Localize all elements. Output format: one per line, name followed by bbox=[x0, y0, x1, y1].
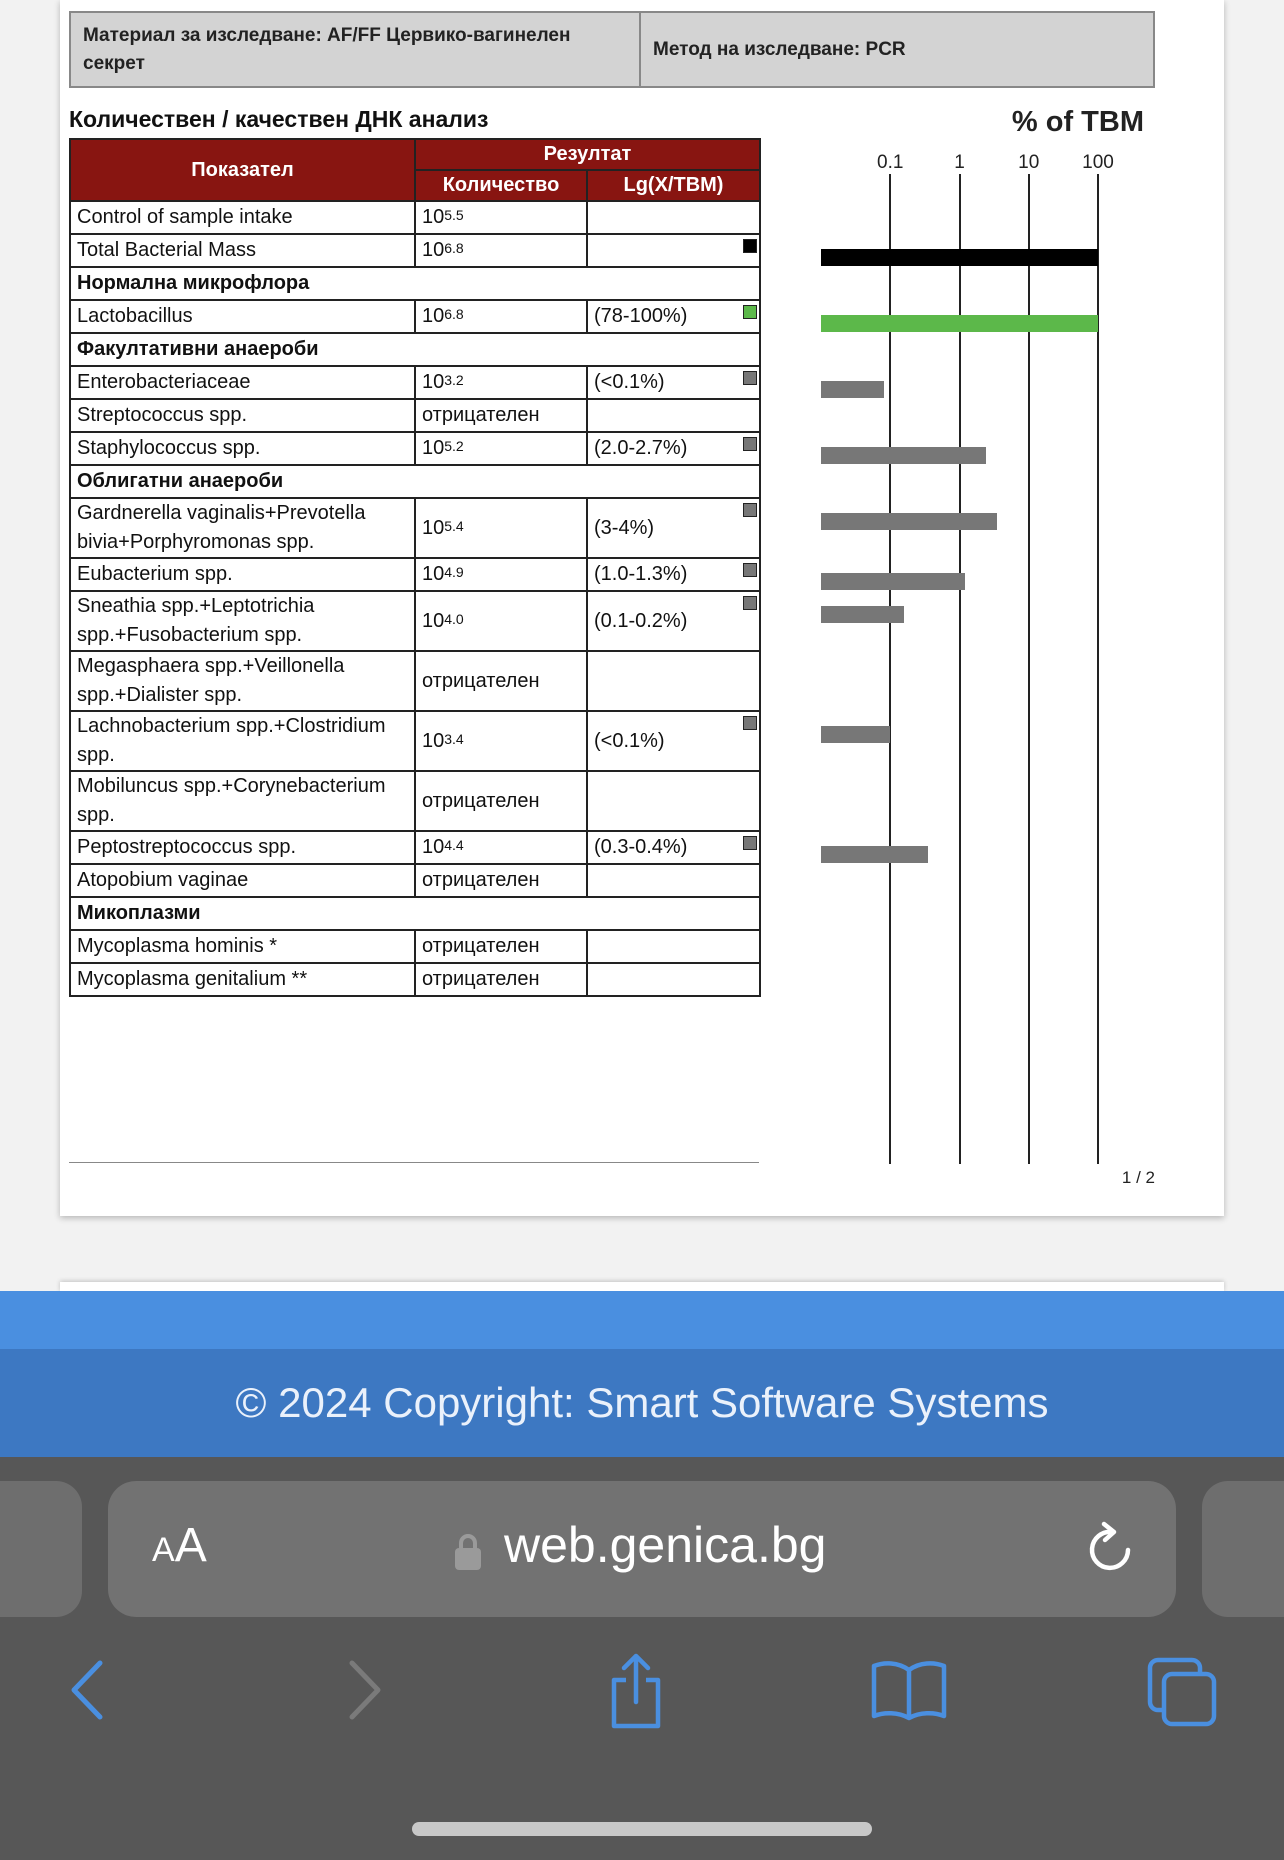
quantity-value bbox=[415, 234, 587, 267]
home-indicator[interactable] bbox=[412, 1822, 872, 1836]
quantity-base: 10 bbox=[422, 836, 445, 858]
table-row bbox=[70, 711, 760, 771]
quantity-value bbox=[415, 831, 587, 864]
lg-value bbox=[587, 711, 760, 771]
quantity-exponent: 4.4 bbox=[444, 837, 464, 853]
chart-bar bbox=[821, 513, 997, 530]
legend-marker bbox=[743, 437, 757, 451]
lg-value bbox=[587, 591, 760, 651]
table-row bbox=[70, 864, 760, 897]
header-indicator: Показател bbox=[70, 139, 415, 201]
tabs-icon[interactable] bbox=[1146, 1656, 1218, 1728]
quantity-exponent: 6.8 bbox=[444, 306, 464, 322]
legend-marker bbox=[743, 371, 757, 385]
page-number: 1 / 2 bbox=[1121, 1168, 1155, 1187]
section-heading: Факултативни анаероби bbox=[70, 333, 760, 366]
lg-value bbox=[587, 234, 760, 267]
lg-value bbox=[587, 366, 760, 399]
back-icon[interactable] bbox=[64, 1655, 112, 1725]
quantity-base: 10 bbox=[422, 516, 445, 539]
quantity-exponent: 5.2 bbox=[444, 438, 464, 454]
percent-range: (2.0-2.7%) bbox=[594, 437, 688, 459]
percent-range: (<0.1%) bbox=[594, 729, 665, 752]
quantity-value bbox=[415, 432, 587, 465]
percent-range: (3-4%) bbox=[594, 516, 655, 539]
table-row bbox=[70, 300, 760, 333]
table-row bbox=[70, 558, 760, 591]
chart-bar bbox=[821, 381, 884, 398]
lg-value bbox=[587, 300, 760, 333]
copyright-footer: © 2024 Copyright: Smart Software Systems bbox=[0, 1349, 1284, 1457]
lg-value bbox=[587, 498, 760, 558]
quantity-value bbox=[415, 201, 587, 234]
quantity-base: 10 bbox=[422, 563, 445, 585]
lg-value bbox=[587, 432, 760, 465]
table-row bbox=[70, 831, 760, 864]
url-text[interactable]: web.genica.bg bbox=[504, 1517, 827, 1573]
lg-value bbox=[587, 651, 760, 711]
section-heading: Облигатни анаероби bbox=[70, 465, 760, 498]
legend-marker bbox=[743, 596, 757, 610]
bookmarks-icon[interactable] bbox=[870, 1658, 948, 1722]
section-row bbox=[70, 465, 760, 498]
table-row bbox=[70, 498, 760, 558]
indicator-name: Mycoplasma hominis * bbox=[70, 930, 415, 963]
indicator-name: Atopobium vaginae bbox=[70, 864, 415, 897]
percent-range: (78-100%) bbox=[594, 305, 688, 327]
quantity-exponent: 3.4 bbox=[444, 730, 464, 747]
page-footer-line bbox=[69, 1162, 759, 1163]
quantity-value bbox=[415, 300, 587, 333]
legend-marker bbox=[743, 716, 757, 730]
table-row bbox=[70, 651, 760, 711]
lg-value bbox=[587, 399, 760, 432]
quantity-value: отрицателен bbox=[415, 771, 587, 831]
section-row bbox=[70, 897, 760, 930]
indicator-name: Mobiluncus spp.+Corynebacterium spp. bbox=[70, 771, 415, 831]
tick-label: 1 bbox=[954, 152, 965, 173]
quantity-exponent: 3.2 bbox=[444, 372, 464, 388]
footer-accent-bar bbox=[0, 1291, 1284, 1349]
method-label: Метод на изследване: PCR bbox=[653, 38, 906, 60]
section-heading: Микоплазми bbox=[70, 897, 760, 930]
percent-range: (0.3-0.4%) bbox=[594, 836, 688, 858]
indicator-name: Enterobacteriaceae bbox=[70, 366, 415, 399]
lg-value bbox=[587, 831, 760, 864]
header-lg: Lg(X/TBM) bbox=[587, 170, 760, 201]
percent-range: (1.0-1.3%) bbox=[594, 563, 688, 585]
indicator-name: Staphylococcus spp. bbox=[70, 432, 415, 465]
quantity-base: 10 bbox=[422, 239, 445, 261]
aa-large-letter: A bbox=[174, 1519, 207, 1572]
reader-settings-button[interactable] bbox=[152, 1518, 207, 1573]
quantity-value bbox=[415, 498, 587, 558]
chart-title: % of TBM bbox=[1011, 106, 1144, 138]
quantity-value: отрицателен bbox=[415, 651, 587, 711]
section-row bbox=[70, 267, 760, 300]
table-row bbox=[70, 771, 760, 831]
quantity-value: отрицателен bbox=[415, 399, 587, 432]
quantity-value bbox=[415, 711, 587, 771]
table-row bbox=[70, 591, 760, 651]
table-row bbox=[70, 234, 760, 267]
quantity-base: 10 bbox=[422, 371, 445, 393]
legend-marker bbox=[743, 563, 757, 577]
indicator-name: Sneathia spp.+Leptotrichia spp.+Fusobacterium spp. bbox=[70, 591, 415, 651]
legend-marker bbox=[743, 305, 757, 319]
indicator-name: Streptococcus spp. bbox=[70, 399, 415, 432]
lg-value bbox=[587, 963, 760, 996]
quantity-exponent: 5.4 bbox=[444, 517, 464, 534]
lg-value bbox=[587, 930, 760, 963]
section-title: Количествен / качествен ДНК анализ bbox=[69, 106, 489, 132]
table-row bbox=[70, 201, 760, 234]
quantity-value bbox=[415, 591, 587, 651]
chart-bar bbox=[821, 315, 1098, 332]
quantity-base: 10 bbox=[422, 729, 445, 752]
chart-bar bbox=[821, 249, 1098, 266]
quantity-value bbox=[415, 366, 587, 399]
chart-bar bbox=[821, 846, 928, 863]
table-row bbox=[70, 432, 760, 465]
previous-tab-pill[interactable] bbox=[0, 1481, 82, 1617]
quantity-base: 10 bbox=[422, 206, 445, 228]
section-row bbox=[70, 333, 760, 366]
tick-label: 10 bbox=[1018, 152, 1040, 173]
header-result: Резултат bbox=[415, 139, 760, 170]
table-row bbox=[70, 399, 760, 432]
tick-label: 100 bbox=[1082, 152, 1114, 173]
indicator-name: Control of sample intake bbox=[70, 201, 415, 234]
lock-icon bbox=[454, 1532, 482, 1572]
chart-bar bbox=[821, 726, 890, 743]
quantity-value: отрицателен bbox=[415, 963, 587, 996]
quantity-base: 10 bbox=[422, 437, 445, 459]
quantity-value: отрицателен bbox=[415, 864, 587, 897]
table-row bbox=[70, 930, 760, 963]
quantity-base: 10 bbox=[422, 305, 445, 327]
indicator-name: Eubacterium spp. bbox=[70, 558, 415, 591]
aa-small-letter: A bbox=[152, 1531, 175, 1569]
percent-range: (0.1-0.2%) bbox=[594, 609, 688, 632]
next-tab-pill[interactable] bbox=[1202, 1481, 1284, 1617]
results-table bbox=[69, 138, 761, 997]
lg-value bbox=[587, 771, 760, 831]
quantity-value bbox=[415, 558, 587, 591]
percent-range: (<0.1%) bbox=[594, 371, 665, 393]
material-label: Материал за изследване: AF/FF Цервико-вагинелен секрет bbox=[71, 13, 641, 86]
indicator-name: Mycoplasma genitalium ** bbox=[70, 963, 415, 996]
forward-icon[interactable] bbox=[340, 1655, 388, 1725]
quantity-exponent: 5.5 bbox=[444, 207, 464, 223]
quantity-exponent: 6.8 bbox=[444, 240, 464, 256]
indicator-name: Lachnobacterium spp.+Clostridium spp. bbox=[70, 711, 415, 771]
quantity-base: 10 bbox=[422, 609, 445, 632]
quantity-exponent: 4.9 bbox=[444, 564, 464, 580]
tick-label: 0.1 bbox=[877, 152, 904, 173]
quantity-exponent: 4.0 bbox=[444, 610, 464, 627]
chart-bar bbox=[821, 447, 986, 464]
lg-value bbox=[587, 201, 760, 234]
indicator-name: Gardnerella vaginalis+Prevotella bivia+Porphyromonas spp. bbox=[70, 498, 415, 558]
legend-marker bbox=[743, 239, 757, 253]
chart-bar bbox=[821, 573, 965, 590]
legend-marker bbox=[743, 503, 757, 517]
header-quantity: Количество bbox=[415, 170, 587, 201]
chart-bar bbox=[821, 606, 904, 623]
section-heading: Нормална микрофлора bbox=[70, 267, 760, 300]
table-row bbox=[70, 963, 760, 996]
lg-value bbox=[587, 558, 760, 591]
indicator-name: Total Bacterial Mass bbox=[70, 234, 415, 267]
legend-marker bbox=[743, 836, 757, 850]
indicator-name: Peptostreptococcus spp. bbox=[70, 831, 415, 864]
indicator-name: Lactobacillus bbox=[70, 300, 415, 333]
reload-icon[interactable] bbox=[1082, 1520, 1138, 1576]
share-icon[interactable] bbox=[604, 1650, 668, 1730]
lg-value bbox=[587, 864, 760, 897]
table-row bbox=[70, 366, 760, 399]
quantity-value: отрицателен bbox=[415, 930, 587, 963]
sample-info-box bbox=[69, 11, 1155, 88]
indicator-name: Megasphaera spp.+Veillonella spp.+Dialister spp. bbox=[70, 651, 415, 711]
